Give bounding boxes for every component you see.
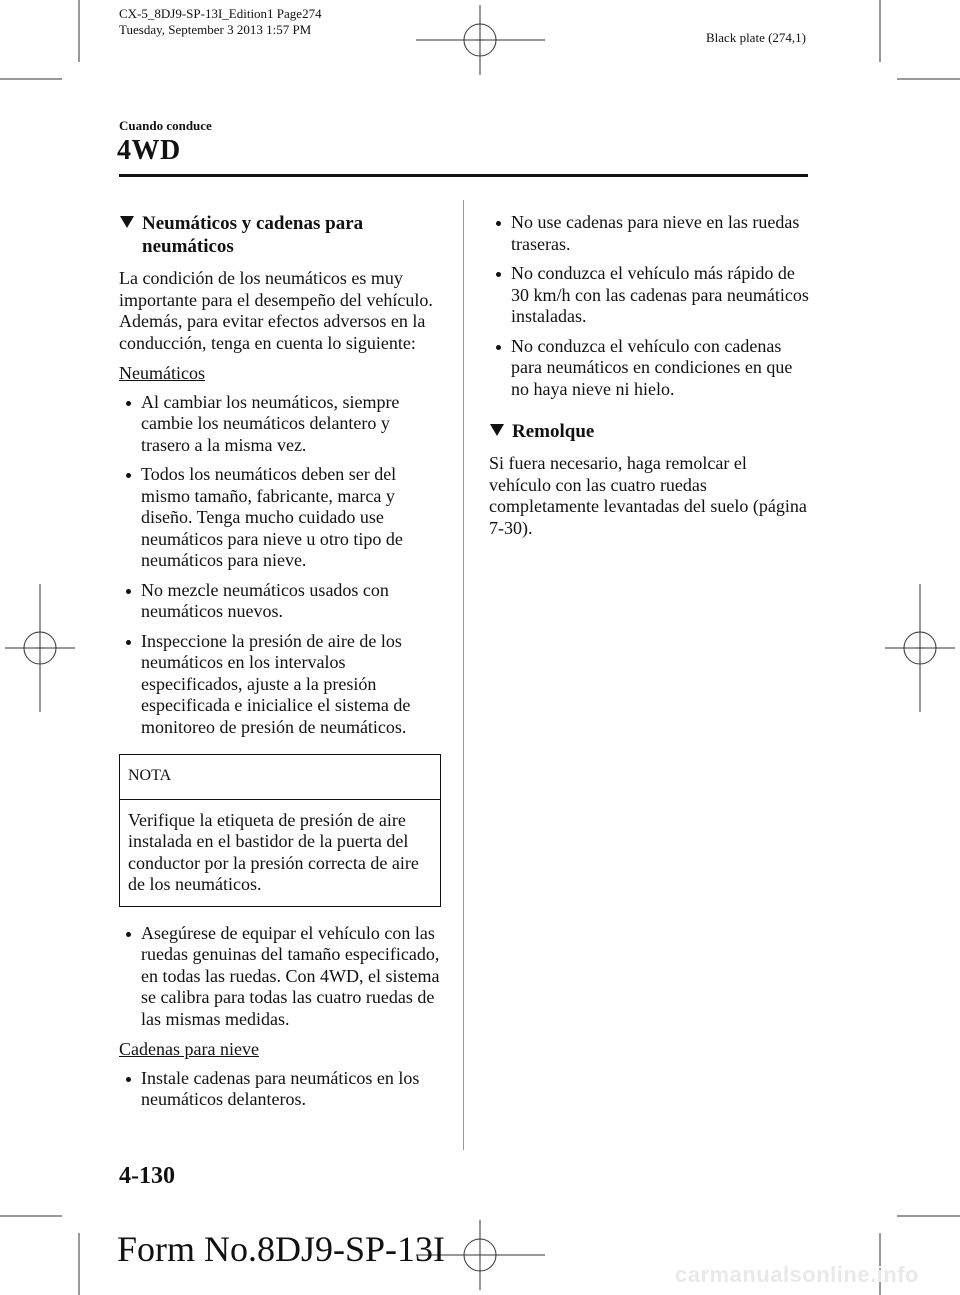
column-divider bbox=[463, 200, 464, 1150]
tires-bullet-list bbox=[119, 392, 441, 739]
watermark: carmanualsonline.info bbox=[675, 1262, 919, 1287]
form-number: Form No.8DJ9-SP-13I bbox=[117, 1229, 446, 1269]
page-number: 4-130 bbox=[119, 1163, 175, 1189]
tires-chains-heading bbox=[119, 212, 441, 258]
list-item: Asegúrese de equipar el vehículo con las ruedas genuinas del tamaño especificado, en todas las ruedas. Con 4WD, el sistema se calibra para todas las cuatro ruedas de las mismas medidas. bbox=[119, 923, 441, 1031]
intro-paragraph: La condición de los neumáticos es muy importante para el desempeño del vehículo. Además, para evitar efectos adversos en la conducción, tenga en cuenta lo siguiente: bbox=[119, 268, 433, 353]
note-title: NOTA bbox=[120, 755, 440, 800]
chains-bullet-list-continued bbox=[489, 212, 811, 400]
print-slug-plate: Black plate (274,1) bbox=[706, 30, 806, 45]
left-column bbox=[119, 212, 441, 1120]
list-item: Instale cadenas para neumáticos en los neumáticos delanteros. bbox=[119, 1068, 441, 1111]
print-slug-doc-id: CX-5_8DJ9-SP-13I_Edition1 Page274 bbox=[119, 6, 322, 21]
triangle-down-icon bbox=[119, 212, 142, 235]
towing-paragraph: Si fuera necesario, haga remolcar el vehículo con las cuatro ruedas completamente levantadas del suelo (página 7-30). bbox=[489, 453, 807, 538]
tires-chains-heading-text: Neumáticos y cadenas para neumáticos bbox=[142, 213, 364, 257]
chains-bullet-list bbox=[119, 1068, 441, 1111]
list-item: No use cadenas para nieve en las ruedas traseras. bbox=[489, 212, 811, 255]
section-rule bbox=[119, 174, 808, 177]
note-text: Verifique la etiqueta de presión de aire instalada en el bastidor de la puerta del conductor por la presión correcta de aire de los neumáticos. bbox=[128, 809, 419, 894]
triangle-down-icon bbox=[489, 420, 512, 443]
tires-bullet-list-continued bbox=[119, 923, 441, 1031]
towing-heading-text: Remolque bbox=[512, 421, 595, 442]
section-title: 4WD bbox=[117, 135, 181, 166]
list-item: Todos los neumáticos deben ser del mismo tamaño, fabricante, marca y diseño. Tenga mucho cuidado use neumáticos para nieve u otro tipo de neumáticos para nieve. bbox=[119, 464, 441, 572]
list-item: No mezcle neumáticos usados con neumáticos nuevos. bbox=[119, 580, 441, 623]
section-label: Cuando conduce bbox=[119, 118, 212, 133]
list-item: No conduzca el vehículo más rápido de 30 km/h con las cadenas para neumáticos instaladas. bbox=[489, 263, 811, 328]
print-slug-datetime: Tuesday, September 3 2013 1:57 PM bbox=[119, 22, 312, 37]
note-box bbox=[119, 754, 441, 907]
list-item: Inspeccione la presión de aire de los neumáticos en los intervalos especificados, ajuste a la presión especificada e inicialice el sistema de monitoreo de presión de neumáticos. bbox=[119, 631, 441, 739]
list-item: No conduzca el vehículo con cadenas para neumáticos en condiciones en que no haya nieve ni hielo. bbox=[489, 336, 811, 401]
list-item: Al cambiar los neumáticos, siempre cambie los neumáticos delantero y trasero a la misma vez. bbox=[119, 392, 441, 457]
towing-heading bbox=[489, 420, 811, 443]
tires-label: Neumáticos bbox=[119, 363, 205, 383]
chains-label: Cadenas para nieve bbox=[119, 1039, 259, 1059]
right-column bbox=[489, 212, 811, 548]
